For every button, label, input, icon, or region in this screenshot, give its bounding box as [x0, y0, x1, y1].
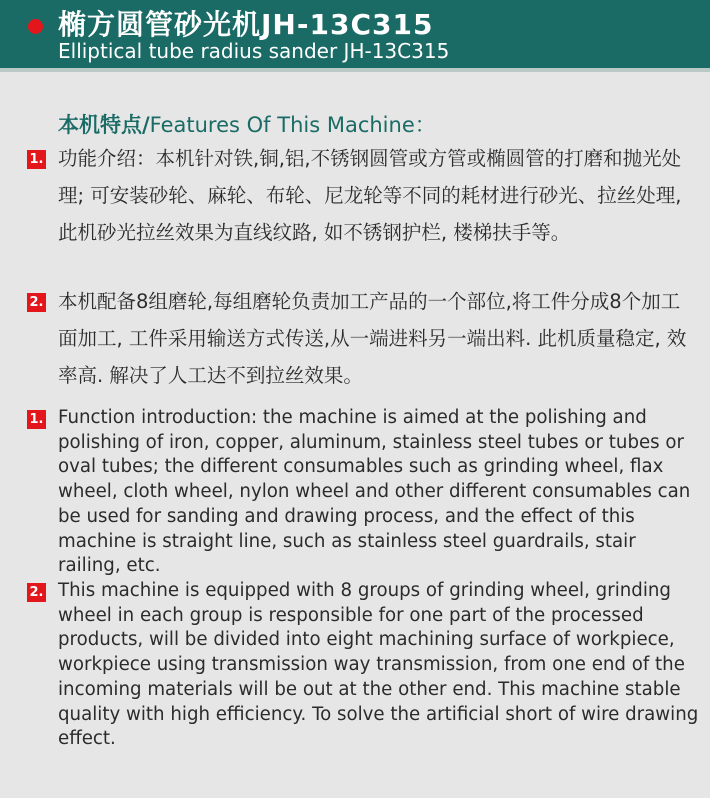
feature-cn-2: 本机配备8组磨轮,每组磨轮负责加工产品的一个部位,将工件分成8个加工面加工, 工件采用输送方式传送,从一端进料另一端出料. 此机质量稳定, 效率高. 解决了人工达不到拉丝效果。 [58, 290, 687, 387]
header-divider [0, 68, 710, 72]
red-dot-icon [28, 19, 43, 34]
title-chinese: 椭方圆管砂光机JH-13C315 [58, 8, 434, 41]
number-badge: 2. [27, 293, 46, 312]
section-title-chinese: 本机特点/ [58, 113, 150, 137]
section-title-english: Features Of This Machine： [149, 113, 436, 137]
number-badge: 2. [27, 583, 46, 602]
title-english: Elliptical tube radius sander JH-13C315 [58, 39, 450, 63]
feature-en-1: Function introduction: the machine is aimed at the polishing and polishing of iron, copper, aluminum, stainless steel tubes or tubes or oval tubes; the different consumables such as grinding wheel, flax wheel, cloth wheel, nylon wheel and other different consumables can be used for sanding and drawing process, and the effect of this machine is straight line, such as stainless steel guardrails, stair railing, etc. [58, 407, 691, 577]
feature-en-2: This machine is equipped with 8 groups of grinding wheel, grinding wheel in each group is responsible for one part of the processed products, will be divided into eight machining surface of workpiece, workpiece using transmission way transmission, from one end of the incoming materials will be out at the other end. This machine stable quality with high efficiency. To solve the artificial short of wire drawing effect. [58, 580, 699, 750]
feature-cn-1: 功能介绍：本机针对铁,铜,铝,不锈钢圆管或方管或椭圆管的打磨和抛光处理; 可安装砂轮、麻轮、布轮、尼龙轮等不同的耗材进行砂光、拉丝处理, 此机砂光拉丝效果为直线纹路, 如不锈钢护栏, 楼梯扶手等。 [58, 147, 682, 244]
header-banner [0, 0, 710, 68]
number-badge: 1. [27, 150, 46, 169]
section-title [58, 109, 436, 139]
number-badge: 1. [27, 410, 46, 429]
